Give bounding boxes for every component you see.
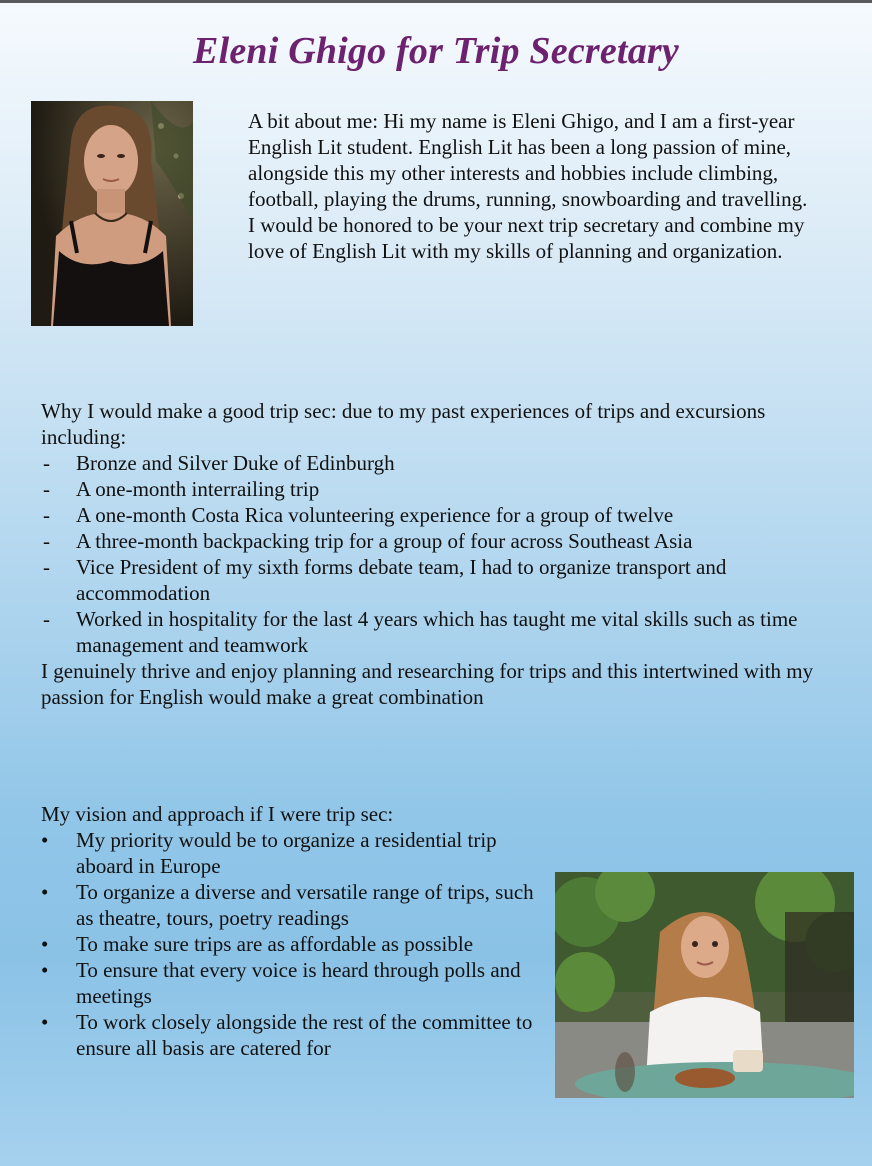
list-item: • To organize a diverse and versatile range of trips, such as theatre, tours, poetry readings — [41, 879, 541, 931]
list-item: - Vice President of my sixth forms debate team, I had to organize transport and accommodation — [41, 554, 841, 606]
list-item: • My priority would be to organize a residential trip aboard in Europe — [41, 827, 541, 879]
vision-section — [41, 801, 541, 1061]
portrait-photo — [31, 101, 193, 326]
page-title: Eleni Ghigo for Trip Secretary — [193, 30, 679, 72]
vision-intro: My vision and approach if I were trip sec: — [41, 802, 394, 826]
why-outro: I genuinely thrive and enjoy planning and researching for trips and this intertwined with my passion for English would make a great combination — [41, 659, 814, 709]
list-item: - Worked in hospitality for the last 4 years which has taught me vital skills such as time management and teamwork — [41, 606, 841, 658]
cafe-photo — [555, 872, 854, 1098]
about-section — [248, 108, 808, 264]
experience-list — [41, 450, 841, 658]
about-text-honored: I would be honored to be your next trip secretary and combine my love of English Lit with my skills of planning and organization. — [248, 213, 805, 263]
vision-list — [41, 827, 541, 1061]
why-intro: Why I would make a good trip sec: due to my past experiences of trips and excursions including: — [41, 399, 766, 449]
list-item: • To make sure trips are as affordable as possible — [41, 931, 541, 957]
about-text: A bit about me: Hi my name is Eleni Ghigo, and I am a first-year English Lit student. English Lit has been a long passion of mine, alongside this my other interests and hobbies include climbing, football, playing the drums, running, snowboarding and travelling. — [248, 109, 808, 211]
list-item: • To ensure that every voice is heard through polls and meetings — [41, 957, 541, 1009]
list-item: - A three-month backpacking trip for a group of four across Southeast Asia — [41, 528, 841, 554]
list-item: - Bronze and Silver Duke of Edinburgh — [41, 450, 841, 476]
why-section — [41, 398, 841, 710]
list-item: • To work closely alongside the rest of the committee to ensure all basis are catered for — [41, 1009, 541, 1061]
list-item: - A one-month Costa Rica volunteering experience for a group of twelve — [41, 502, 841, 528]
list-item: - A one-month interrailing trip — [41, 476, 841, 502]
